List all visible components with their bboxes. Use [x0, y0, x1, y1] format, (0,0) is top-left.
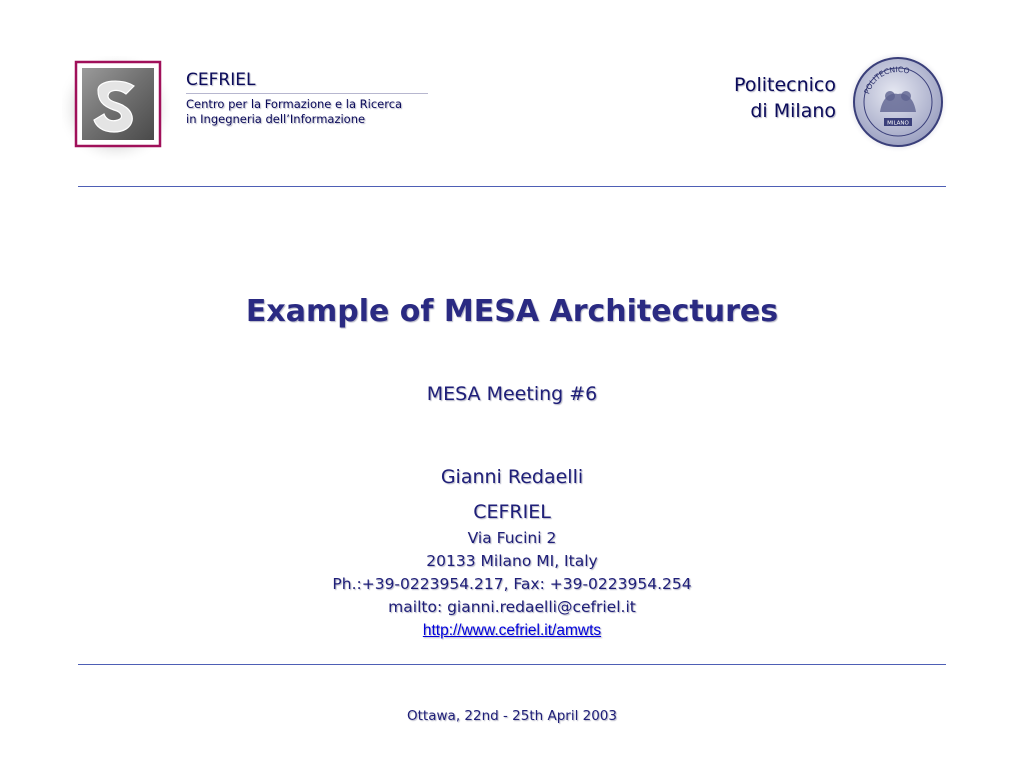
footer-divider [78, 664, 946, 665]
org-description-line1: Centro per la Formazione e la Ricerca [186, 97, 403, 111]
website-link[interactable]: http://www.cefriel.it/amwts [422, 622, 602, 639]
slide-subtitle: MESA Meeting #6 [426, 383, 598, 405]
cefriel-header [186, 70, 428, 127]
email-text[interactable]: mailto: gianni.redaelli@cefriel.it [388, 598, 636, 616]
university-line2: di Milano [750, 100, 836, 122]
cefriel-logo-icon [62, 56, 170, 160]
header-divider [78, 186, 946, 187]
svg-text:POLITECNICO: POLITECNICO [862, 64, 911, 96]
org-name: CEFRIEL [186, 70, 428, 94]
university-name [734, 72, 836, 124]
svg-text:MILANO: MILANO [887, 120, 909, 127]
university-line1: Politecnico [734, 74, 836, 96]
address-city: 20133 Milano MI, Italy [426, 552, 598, 570]
slide-title: Example of MESA Architectures [245, 294, 779, 329]
event-date-location: Ottawa, 22nd - 25th April 2003 [407, 708, 617, 724]
author-name: Gianni Redaelli [440, 466, 584, 488]
polimi-seal-icon [846, 50, 950, 154]
phone-fax: Ph.:+39-0223954.217, Fax: +39-0223954.254 [332, 575, 692, 593]
org-description-line2: in Ingegneria dell’Informazione [186, 112, 366, 126]
author-organization: CEFRIEL [473, 501, 551, 523]
contact-block [0, 527, 1024, 642]
address-street: Via Fucini 2 [467, 529, 557, 547]
